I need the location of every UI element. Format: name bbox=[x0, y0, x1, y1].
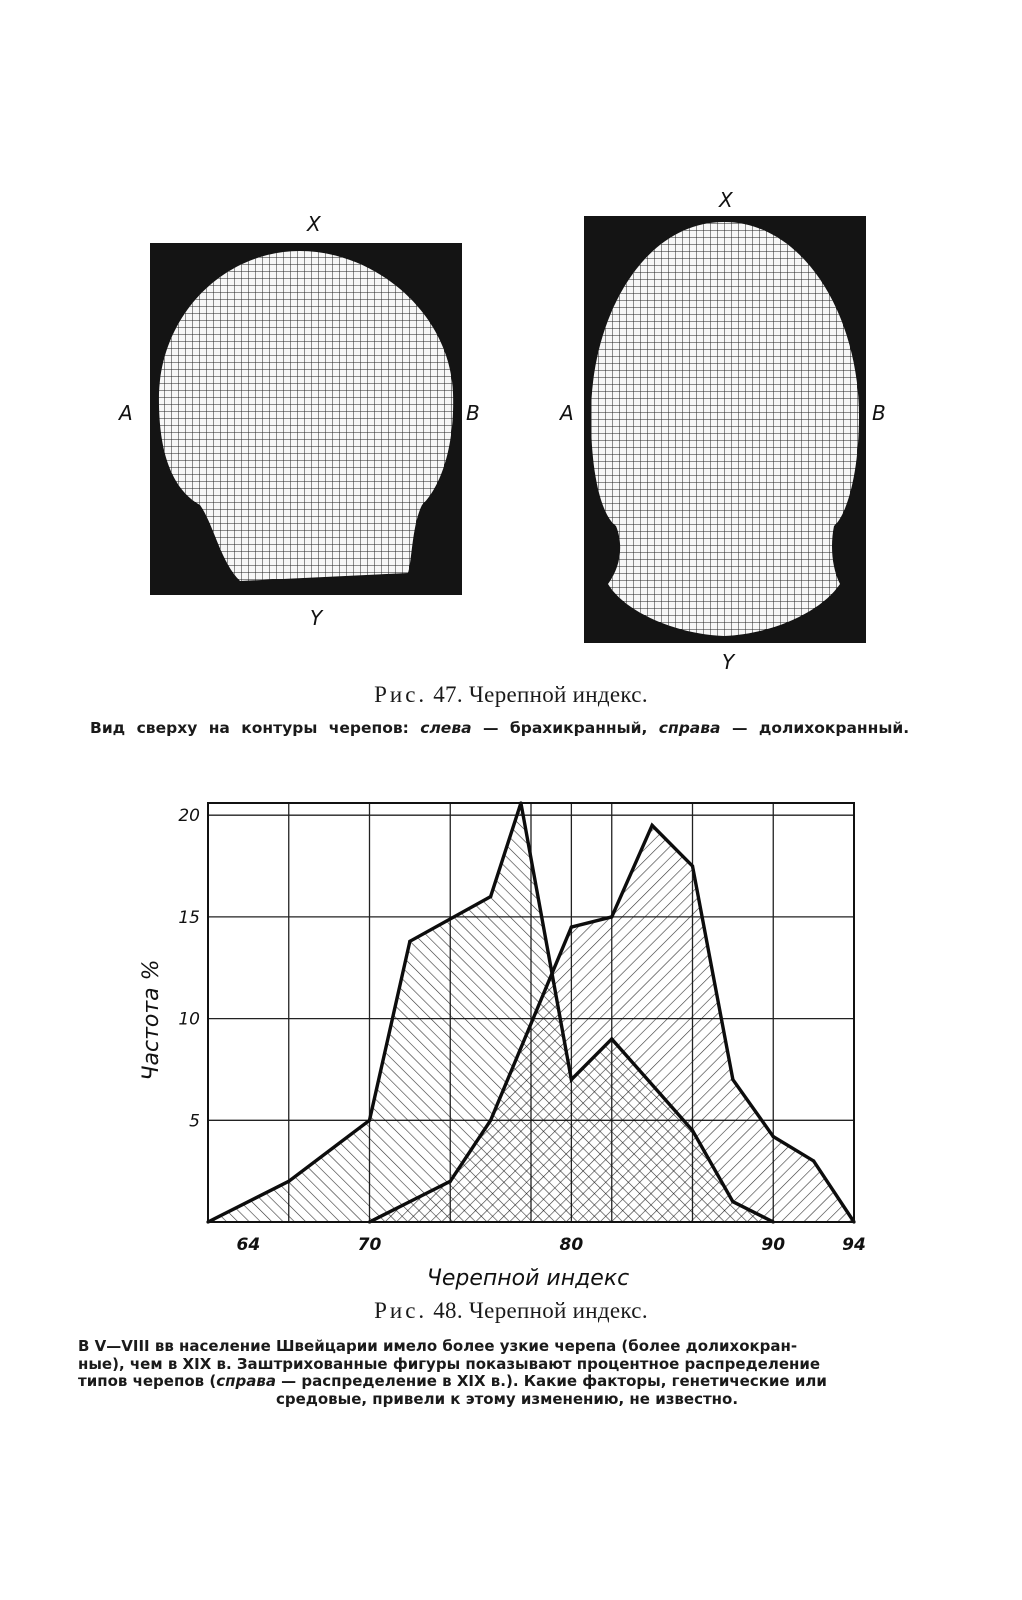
x-tick-label: 94 bbox=[842, 1235, 866, 1255]
right-skull-label-x: X bbox=[719, 188, 733, 212]
series-2-point bbox=[449, 1180, 452, 1183]
series-1-point bbox=[368, 1119, 371, 1122]
figure-48-caption bbox=[78, 1338, 936, 1408]
series-1-point bbox=[691, 1129, 694, 1132]
series-1-point bbox=[408, 940, 411, 943]
series-2-point bbox=[691, 864, 694, 867]
caption-line-2: ные), чем в XIX в. Заштрихованные фигуры показывают процентное распределение bbox=[78, 1354, 821, 1373]
series-1-point bbox=[287, 1180, 290, 1183]
figure-47-title-prefix: Рис. bbox=[374, 682, 428, 707]
caption-right-text: — долихокранный. bbox=[731, 719, 910, 737]
x-tick-label: 70 bbox=[357, 1235, 382, 1255]
series-2-point bbox=[731, 1078, 734, 1081]
y-tick-label: 10 bbox=[178, 1009, 200, 1030]
caption-line-4: средовые, привели к этому изменению, не известно. bbox=[275, 1389, 739, 1408]
series-2-point bbox=[570, 925, 573, 928]
series-2-point bbox=[651, 824, 654, 827]
x-axis-label: Черепной индекс bbox=[426, 1266, 630, 1291]
series-1-point bbox=[731, 1200, 734, 1203]
caption-line-3-start: типов черепов ( bbox=[78, 1372, 217, 1390]
figure-48-title-prefix: Рис. bbox=[374, 1298, 428, 1323]
caption-left-word: слева bbox=[420, 719, 472, 737]
series-2-point bbox=[812, 1159, 815, 1162]
series-1-point bbox=[570, 1078, 573, 1081]
figure-48-title bbox=[0, 1298, 1022, 1324]
x-tick-label: 64 bbox=[236, 1235, 261, 1255]
figure-47-title-text: 47. Черепной индекс. bbox=[433, 682, 648, 707]
left-skull-label-x: X bbox=[307, 212, 321, 236]
series-1-point bbox=[489, 895, 492, 898]
figure-48-chart bbox=[0, 770, 1022, 1300]
series-2-point bbox=[408, 1200, 411, 1203]
left-skull-outline bbox=[150, 243, 462, 595]
left-skull-label-b: B bbox=[466, 401, 480, 425]
caption-line-3 bbox=[78, 1373, 936, 1391]
caption-line-1: В V—VIII вв население Швейцарии имело более узкие черепа (более долихокран- bbox=[78, 1337, 798, 1355]
caption-right-word: справа bbox=[658, 719, 721, 737]
y-tick-label: 15 bbox=[178, 907, 200, 928]
x-tick-label: 90 bbox=[761, 1235, 786, 1255]
series-2-point bbox=[772, 1135, 775, 1138]
caption-start: Вид сверху на контуры черепов: bbox=[90, 719, 409, 737]
right-skull-label-a: A bbox=[560, 401, 574, 425]
y-tick-label: 20 bbox=[178, 806, 200, 827]
right-skull-label-b: B bbox=[872, 401, 886, 425]
caption-line-3-end: — распределение в XIX в.). Какие факторы, генетические или bbox=[275, 1372, 827, 1390]
x-tick-label: 80 bbox=[559, 1235, 584, 1255]
caption-left-text: — брахикранный, bbox=[483, 719, 648, 737]
figure-47-title bbox=[0, 682, 1022, 708]
left-skull-label-a: A bbox=[119, 401, 133, 425]
figure-47-caption bbox=[90, 719, 909, 737]
right-skull-label-y: Y bbox=[722, 650, 735, 674]
y-tick-label: 5 bbox=[189, 1111, 200, 1132]
figure-48-title-text: 48. Черепной индекс. bbox=[433, 1298, 648, 1323]
right-skull-outline bbox=[584, 216, 866, 643]
cranial-index-chart bbox=[0, 770, 1022, 1300]
caption-line-3-italic: справа bbox=[216, 1372, 276, 1390]
chart-series bbox=[206, 801, 855, 1223]
series-1-point bbox=[610, 1037, 613, 1040]
series-2-point bbox=[489, 1119, 492, 1122]
series-2-point bbox=[610, 915, 613, 918]
left-skull-label-y: Y bbox=[310, 606, 323, 630]
y-axis-label: Частота % bbox=[139, 959, 164, 1081]
